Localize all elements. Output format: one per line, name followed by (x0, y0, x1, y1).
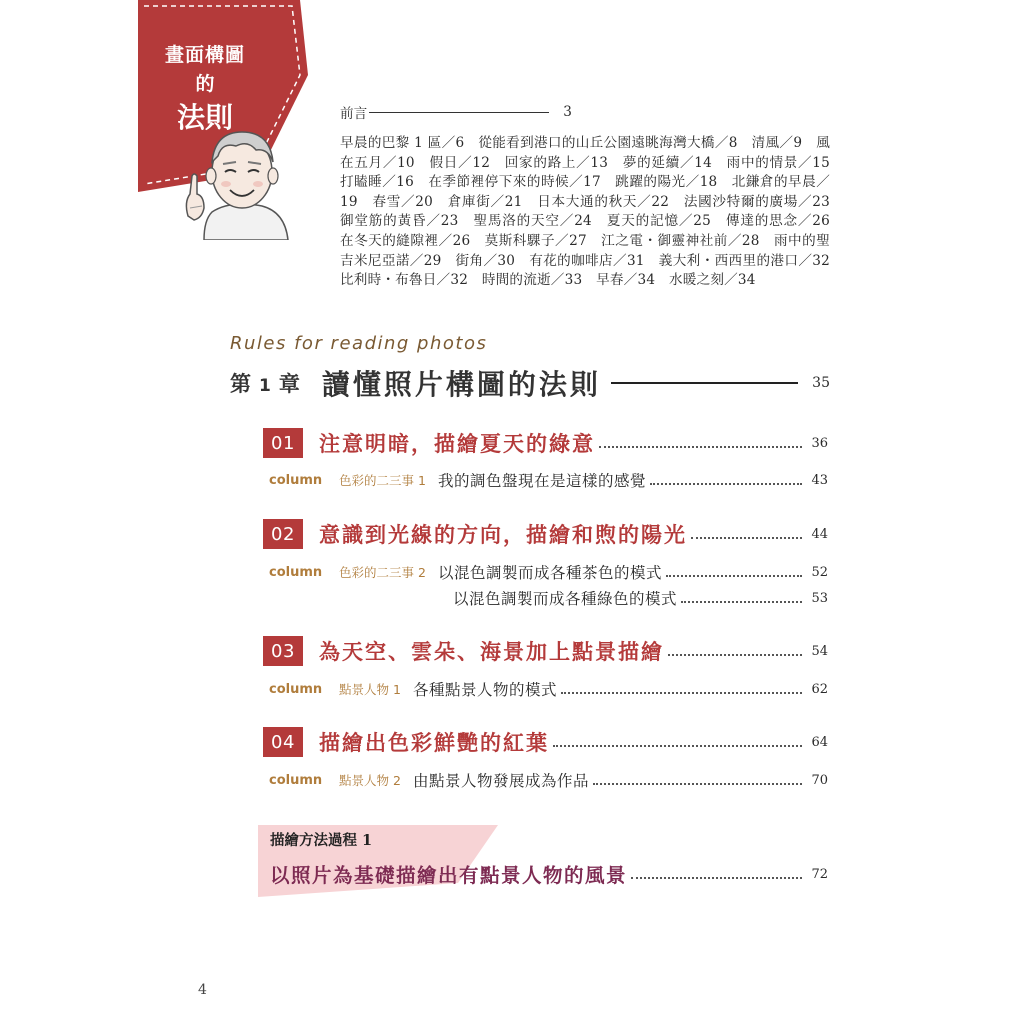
leader-dots (599, 446, 802, 448)
preface-rule (369, 112, 549, 113)
section-page: 54 (811, 643, 828, 659)
preface-label: 前言 (340, 106, 368, 122)
toc-process-entry[interactable] (258, 825, 833, 897)
leader-dots (553, 745, 802, 747)
banner-title-line2: 的 (195, 73, 215, 95)
process-row (270, 858, 828, 890)
leader-dots (681, 601, 802, 603)
toc-column-entry[interactable] (269, 677, 828, 701)
process-label: 描繪方法過程 1 (270, 832, 373, 849)
toc-section-02[interactable] (263, 518, 828, 550)
leader-dots (666, 575, 802, 577)
column-tag: column (269, 564, 323, 580)
banner-title-line3: 法則 (176, 101, 233, 134)
column-subtitle: 色彩的二三事 2 (339, 565, 426, 580)
leader-dots (650, 483, 802, 485)
chapter-banner (0, 0, 320, 220)
chapter-heading[interactable] (230, 365, 830, 401)
section-title: 注意明暗，描繪夏天的綠意 (319, 432, 595, 456)
leader-dots (561, 692, 802, 694)
column-title: 我的調色盤現在是這樣的感覺 (437, 472, 646, 490)
chapter-number-value: 1 (259, 376, 271, 396)
process-page: 72 (811, 866, 828, 882)
chapter-number (230, 368, 300, 398)
chapter-title: 讀懂照片構圖的法則 (321, 368, 601, 401)
page-number: 4 (198, 982, 207, 998)
chapter-prefix: 第 (230, 372, 251, 396)
preface-section (340, 100, 844, 291)
column-tag: column (269, 772, 323, 788)
column-subtitle: 點景人物 1 (339, 682, 401, 697)
section-badge: 01 (263, 428, 303, 458)
mascot-illustration (170, 120, 300, 240)
section-title: 描繪出色彩鮮艷的紅葉 (319, 731, 549, 755)
section-badge: 04 (263, 727, 303, 757)
column-page: 62 (811, 681, 828, 697)
column-page: 52 (811, 564, 828, 580)
toc-column-entry[interactable] (269, 468, 828, 492)
banner-title-line1: 畫面構圖 (164, 44, 245, 66)
section-page: 36 (811, 435, 828, 451)
toc-section-03[interactable] (263, 635, 828, 667)
column-subtitle: 點景人物 2 (339, 773, 401, 788)
chapter-subtitle-en: Rules for reading photos (230, 333, 488, 354)
section-badge: 02 (263, 519, 303, 549)
section-page: 64 (811, 734, 828, 750)
preface-entry[interactable] (340, 100, 830, 124)
column-subtitle: 色彩的二三事 1 (339, 473, 426, 488)
leader-dots (631, 877, 802, 879)
leader-dots (691, 537, 802, 539)
column-title: 以混色調製而成各種茶色的模式 (437, 564, 662, 582)
column-page: 70 (811, 772, 828, 788)
toc-column-entry[interactable] (269, 768, 828, 792)
section-title: 為天空、雲朵、海景加上點景描繪 (319, 640, 664, 664)
process-title: 以照片為基礎描繪出有點景人物的風景 (270, 864, 628, 887)
leader-dots (593, 783, 802, 785)
chapter-page: 35 (812, 375, 830, 391)
chapter-rule (611, 382, 798, 384)
toc-section-04[interactable] (263, 726, 828, 758)
column-title: 各種點景人物的模式 (412, 681, 557, 699)
preface-page: 3 (563, 104, 572, 120)
chapter-suffix: 章 (278, 372, 300, 396)
toc-column-entry[interactable] (269, 560, 828, 584)
column-tag: column (269, 681, 323, 697)
section-badge: 03 (263, 636, 303, 666)
column-title: 以混色調製而成各種綠色的模式 (453, 590, 678, 608)
toc-section-01[interactable] (263, 427, 828, 459)
toc-column-entry[interactable] (269, 586, 828, 610)
preface-contents-list: 早晨的巴黎 1 區／6 從能看到港口的山丘公園遠眺海灣大橋／8 清風／9 風在五月／10 假日／12 回家的路上／13 夢的延續／14 雨中的情景／15 打瞌睡／16 在季節裡停下來的時候／17 跳躍的陽光／18 北鎌倉的早晨／19 春雪／20 倉庫街／21 日本大通的秋天／22 法國沙特爾的廣場／23 御堂筋的黃昏／23 聖馬洛的天空／24 夏天的記憶／25 傳達的思念／26 在冬天的縫隙裡／26 莫斯科騍子／27 江之電・御靈神社前／28 雨中的聖吉米尼亞諾／29 街角／30 有花的咖啡店／31 義大利・西西里的港口／32 比利時・布魯日／32 時間的流逝／33 早春／34 水暖之刻／34 (340, 135, 844, 289)
section-title: 意識到光線的方向，描繪和煦的陽光 (319, 523, 687, 547)
column-page: 53 (811, 590, 828, 606)
section-page: 44 (811, 526, 828, 542)
leader-dots (668, 654, 802, 656)
column-title: 由點景人物發展成為作品 (412, 772, 589, 790)
column-page: 43 (811, 472, 828, 488)
column-tag: column (269, 472, 323, 488)
